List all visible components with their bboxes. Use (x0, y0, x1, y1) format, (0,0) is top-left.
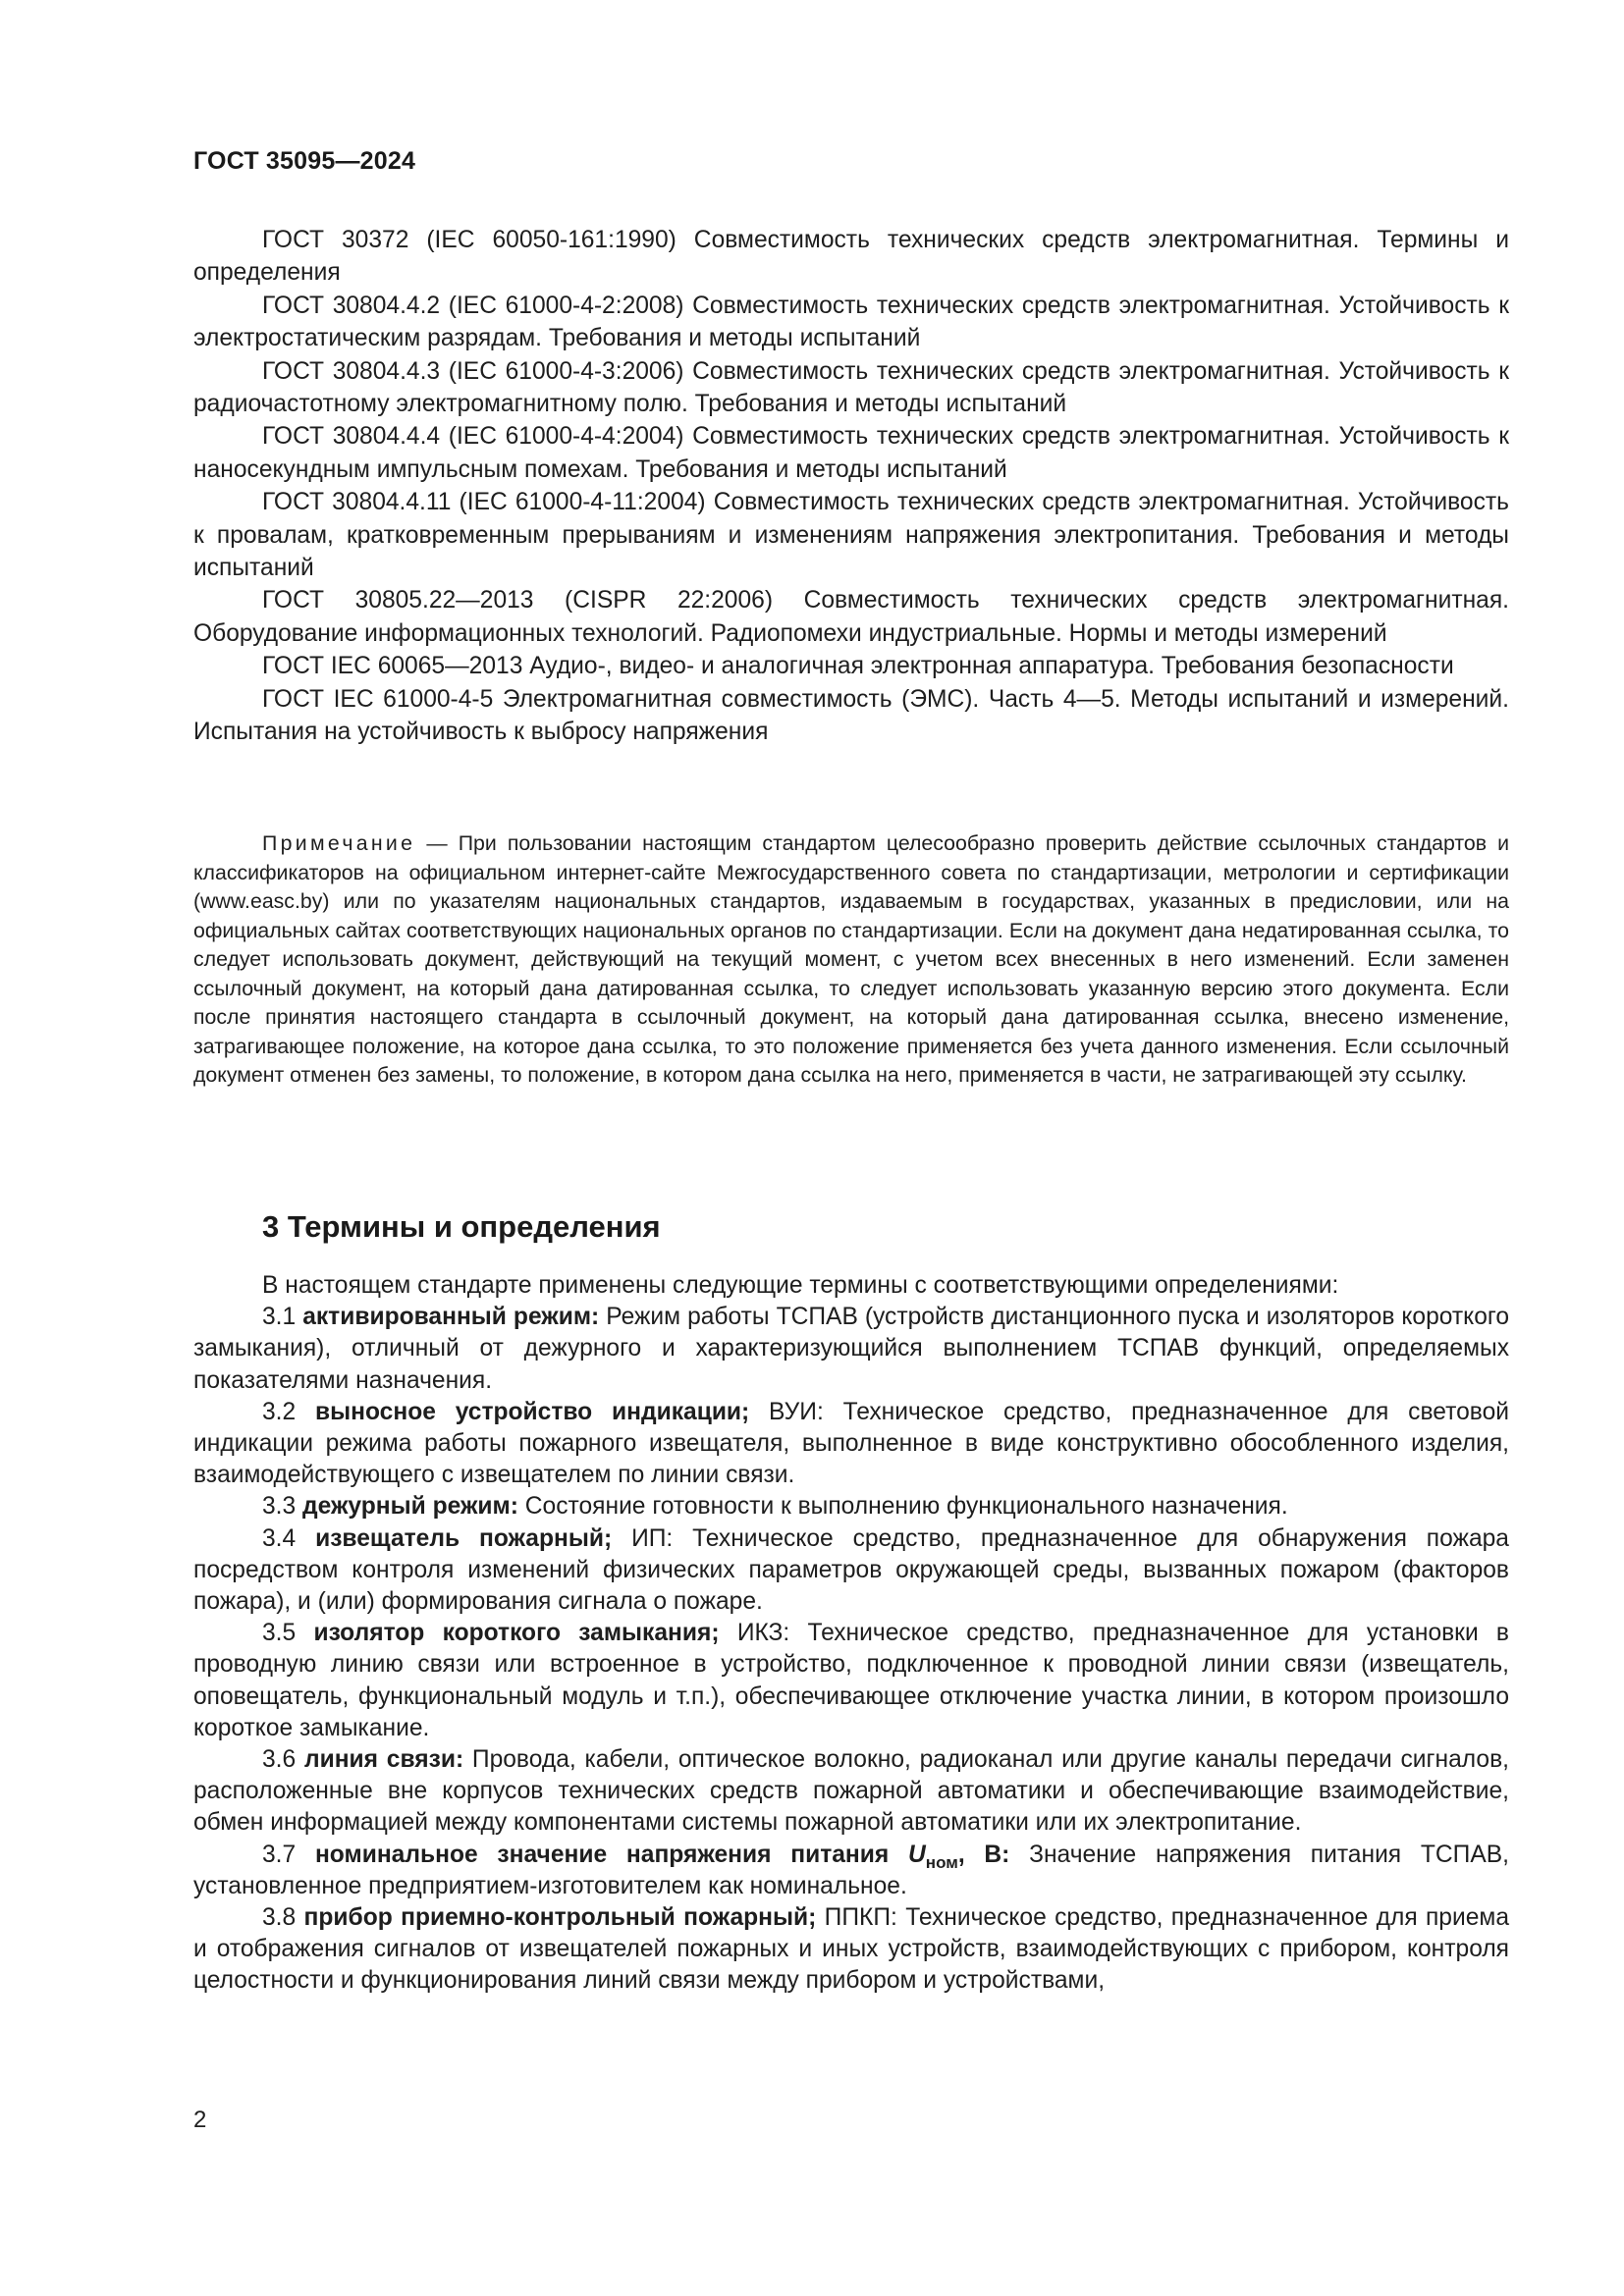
term-entry (193, 1902, 1509, 1998)
term-name: извещатель пожарный; (315, 1524, 613, 1552)
term-definition: ИКЗ: Техническое средство, предназначенное для установки в проводную линию связи или встроенное в устройство, подключенное к проводной линии связи (извещатель, оповещатель, функциональный модуль и т.п.), обеспечивающее отключение участка линии, в котором произошло короткое замыкание. (193, 1620, 1509, 1741)
term-number: 3.1 (262, 1304, 303, 1331)
term-entry (193, 1523, 1509, 1619)
reference-item: ГОСТ 30804.4.11 (IEC 61000-4-11:2004) Совместимость технических средств электромагнитная. Устойчивость к провалам, кратковременным прерываниям и изменениям напряжения электропитания. Требования и методы испытаний (193, 489, 1509, 582)
normative-references (193, 224, 1509, 749)
section-intro: В настоящем стандарте применены следующие термины с соответствующими определениями: (262, 1272, 1339, 1299)
term-number: 3.8 (262, 1904, 304, 1932)
term-number: 3.6 (262, 1746, 304, 1774)
term-definition: ИП: Техническое средство, предназначенное для обнаружения пожара посредством контроля изменений физических параметров окружающей среды, вызванных пожаром (факторов пожара), и (или) формирования сигнала о пожаре. (193, 1524, 1509, 1616)
reference-item: ГОСТ 30805.22—2013 (CISPR 22:2006) Совместимость технических средств электромагнитная. Оборудование информационных технологий. Радиопомехи индустриальные. Нормы и методы измерений (193, 587, 1509, 647)
reference-item: ГОСТ 30372 (IEC 60050-161:1990) Совместимость технических средств электромагнитная. Термины и определения (193, 227, 1509, 287)
term-definition: ВУИ: Техническое средство, предназначенное для световой индикации режима работы пожарного извещателя, выполненное в виде конструктивно обособленного изделия, взаимодействующего с извещателем по линии связи. (193, 1398, 1509, 1489)
term-entry (193, 1840, 1509, 1902)
references-note (193, 829, 1509, 1091)
term-entry (193, 1491, 1509, 1522)
reference-item: ГОСТ 30804.4.3 (IEC 61000-4-3:2006) Совместимость технических средств электромагнитная. Устойчивость к радиочастотному электромагнитному полю. Требования и методы испытаний (193, 357, 1509, 418)
term-definition: Состояние готовности к выполнению функционального назначения. (517, 1493, 1288, 1521)
note-label: Примечание (262, 831, 416, 855)
term-unit: , В: (957, 1841, 1010, 1868)
term-name: выносное устройство индикации; (315, 1398, 750, 1425)
section-title: 3 Термины и определения (262, 1209, 661, 1244)
term-symbol-subscript: ном (925, 1852, 958, 1872)
term-definition: Режим работы ТСПАВ (устройств дистанционного пуска и изоляторов короткого замыкания), отличный от дежурного и характеризующийся выполнением ТСПАВ функций, определяемых показателями назначения. (193, 1304, 1509, 1394)
term-definition: ППКП: Техническое средство, предназначенное для приема и отображения сигналов от извещателей пожарных и иных устройств, взаимодействующих с прибором, контроля целостности и функционирования линий связи между прибором и устройствами, (193, 1904, 1509, 1995)
term-name: номинальное значение напряжения питания (314, 1841, 909, 1868)
term-name: линия связи: (303, 1746, 464, 1774)
term-entry (193, 1618, 1509, 1744)
note-paragraph (193, 829, 1509, 1091)
reference-item: ГОСТ 30804.4.2 (IEC 61000-4-2:2008) Совместимость технических средств электромагнитная. Устойчивость к электростатическим разрядам. Требования и методы испытаний (193, 292, 1509, 352)
term-entry (193, 1302, 1509, 1397)
term-name: дежурный режим: (302, 1493, 518, 1521)
term-entry (193, 1397, 1509, 1492)
reference-item: ГОСТ 30804.4.4 (IEC 61000-4-4:2004) Совместимость технических средств электромагнитная. Устойчивость к наносекундным импульсным помехам. Требования и методы испытаний (193, 423, 1509, 483)
page-number: 2 (193, 2107, 207, 2133)
term-name: прибор приемно-контрольный пожарный; (303, 1904, 817, 1932)
term-number: 3.2 (262, 1398, 315, 1425)
term-number: 3.4 (262, 1524, 316, 1552)
reference-item: ГОСТ IEC 61000-4-5 Электромагнитная совместимость (ЭМС). Часть 4—5. Методы испытаний и измерений. Испытания на устойчивость к выбросу напряжения (193, 685, 1509, 746)
terms-list (193, 1270, 1509, 1998)
document-header: ГОСТ 35095—2024 (193, 147, 416, 175)
term-number: 3.5 (262, 1620, 314, 1647)
term-symbol: U (908, 1841, 926, 1868)
term-definition: Провода, кабели, оптическое волокно, радиоканал или другие каналы передачи сигналов, расположенные вне корпусов технических средств пожарной автоматики и обеспечивающие взаимодействие, обмен информацией между компонентами системы пожарной автоматики или их электропитание. (193, 1746, 1509, 1837)
term-name: изолятор короткого замыкания; (313, 1620, 720, 1647)
note-text: — При пользовании настоящим стандартом целесообразно проверить действие ссылочных стандартов и классификаторов на официальном интернет-сайте Межгосударственного совета по стандартизации, метрологии и сертификации (www.easc.by) или по указателям национальных стандартов, издаваемым в государствах, указанных в предисловии, или на официальных сайтах соответствующих национальных органов по стандартизации. Если на документ дана недатированная ссылка, то следует использовать документ, действующий на текущий момент, с учетом всех внесенных в него изменений. Если заменен ссылочный документ, на который дана датированная ссылка, то следует использовать указанную версию этого документа. Если после принятия настоящего стандарта в ссылочный документ, на который дана датированная ссылка, внесено изменение, затрагивающее положение, на которое дана ссылка, то это положение применяется без учета данного изменения. Если ссылочный документ отменен без замены, то положение, в котором дана ссылка на него, применяется в части, не затрагивающей эту ссылку. (193, 831, 1509, 1087)
term-name: активированный режим: (302, 1304, 600, 1331)
term-number: 3.3 (262, 1493, 303, 1521)
reference-item: ГОСТ IEC 60065—2013 Аудио-, видео- и аналогичная электронная аппаратура. Требования безопасности (262, 653, 1454, 680)
term-definition: Значение напряжения питания ТСПАВ, установленное предприятием-изготовителем как номинальное. (193, 1841, 1509, 1899)
term-number: 3.7 (262, 1841, 315, 1868)
term-entry (193, 1744, 1509, 1840)
